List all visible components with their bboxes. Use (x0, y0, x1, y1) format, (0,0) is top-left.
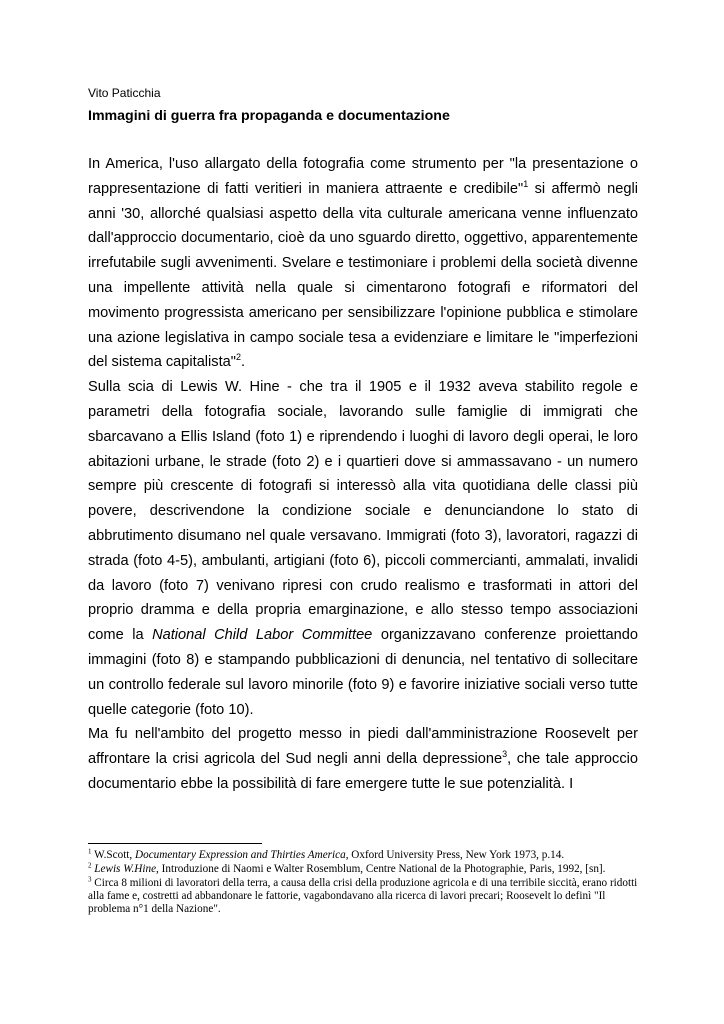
paragraph-1-text-a: In America, l'uso allargato della fotografia come strumento per "la presentazione o rappresentazione di fatti veritieri in maniera attraente e credibile" (88, 156, 638, 197)
footnote-text-post: , Introduzione di Naomi e Walter Rosemblum, Centre National de la Photographie, Paris, 1992, [sn]. (156, 863, 606, 875)
footnote-ref-1: 1 (523, 178, 529, 189)
footnote-ref-3: 3 (502, 749, 508, 760)
footnote-text-post: , Oxford University Press, New York 1973, p.14. (345, 849, 565, 861)
footnote-italic: Lewis W.Hine (94, 863, 157, 875)
footnotes (88, 849, 640, 917)
footnote-2 (88, 863, 640, 876)
paragraph-2-italic: National Child Labor Committee (152, 627, 373, 644)
footnote-number: 1 (88, 847, 92, 856)
paragraph-1 (88, 152, 638, 375)
footnote-text-pre: W.Scott, (91, 849, 136, 861)
footnote-3 (88, 877, 640, 916)
footnote-separator (88, 843, 262, 844)
paragraph-2-text-a: Sulla scia di Lewis W. Hine - che tra il 1905 e il 1932 aveva stabilito regole e parametri della fotografia sociale, lavorando sulle famiglie di immigrati che sbarcavano a Ellis Island (foto 1) e riprendendo i luoghi di lavoro degli operai, le loro abitazioni urbane, le strade (foto 2) e i quartieri dove si ammassavano - un numero sempre più crescente di fotografi si interessò alla vita quotidiana delle classi più povere, descrivendone la condizione sociale e denunciandone lo stato di abbrutimento disumano nel quale versavano. Immigrati (foto 3), lavoratori, ragazzi di strada (foto 4-5), ambulanti, artigiani (foto 6), piccoli commercianti, ammalati, invalidi da lavoro (foto 7) venivano ripresi con crudo realismo e trasformati in attori del proprio dramma e della propria emarginazione, e allo stesso tempo associazioni come la (88, 379, 638, 644)
paragraph-1-text-c: . (240, 354, 246, 371)
paragraph-3-text-b: , che tale approccio documentario ebbe la possibilità di fare emergere tutte le sue potenzialità. I (88, 751, 638, 792)
author-name: Vito Paticchia (88, 86, 161, 100)
footnote-number: 2 (88, 861, 92, 870)
footnote-text-pre: Circa 8 milioni di lavoratori della terra, a causa della crisi della produzione agricola e di una terribile siccità, erano ridotti alla fame e, costretti ad abbandonare le fattorie, vagabondavano alla ricerca di lavori precari; Roosevelt lo definì "Il problema n°1 della Nazione". (88, 877, 638, 915)
paragraph-2 (88, 375, 638, 722)
paragraph-3-text-a: Ma fu nell'ambito del progetto messo in piedi dall'amministrazione Roosevelt per affrontare la crisi agricola del Sud negli anni della depressione (88, 726, 638, 768)
footnote-number: 3 (88, 875, 92, 884)
paragraph-2-text-b: organizzavano conferenze proiettando immagini (foto 8) e stampando pubblicazioni di denuncia, nel tentativo di sollecitare un controllo federale sul lavoro minorile (foto 9) e favorire iniziative sociali verso tutte quelle categorie (foto 10). (88, 627, 639, 718)
footnote-italic: Documentary Expression and Thirties America (135, 849, 346, 861)
article-body (88, 152, 638, 797)
paragraph-3 (88, 722, 638, 796)
footnote-1 (88, 849, 640, 862)
article-title: Immagini di guerra fra propaganda e documentazione (88, 108, 450, 124)
paragraph-1-text-b: si affermò negli anni '30, allorché qualsiasi aspetto della vita culturale americana venne influenzato dall'approccio documentario, cioè da uno sguardo diretto, oggettivo, apparentemente irrefutabile sugli avvenimenti. Svelare e testimoniare i problemi della società divenne una impellente attività nella quale si cimentarono fotografi e riformatori del movimento progressista americano per sensibilizzare l'opinione pubblica e stimolare una azione legislativa in campo sociale tesa a evidenziare e limitare le "imperfezioni del sistema capitalista" (88, 180, 638, 371)
footnote-ref-2: 2 (235, 352, 241, 363)
